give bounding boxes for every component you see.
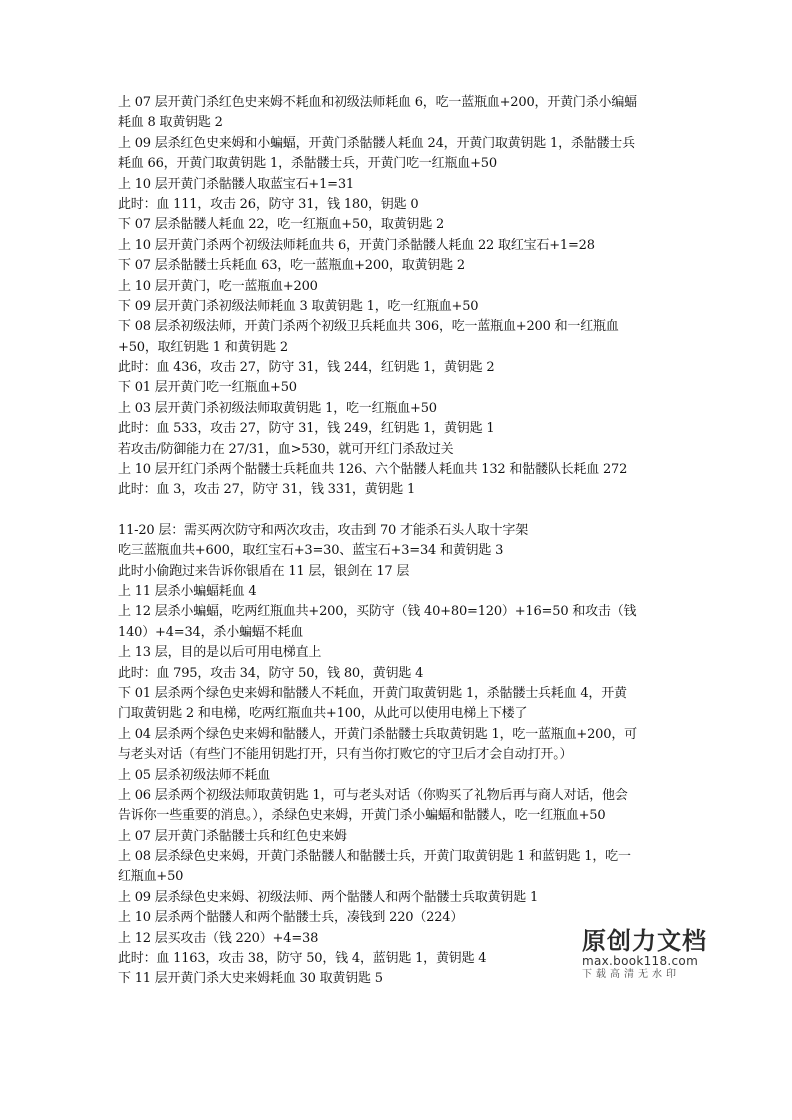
paragraph-gap — [118, 501, 678, 521]
text-line: 上 03 层开黄门杀初级法师取黄钥匙 1，吃一红瓶血+50 — [118, 400, 437, 416]
text-line: 上 10 层开黄门，吃一蓝瓶血+200 — [118, 278, 318, 294]
text-line: 上 12 层买攻击（钱 220）+4=38 — [118, 930, 319, 946]
text-line: 与老头对话（有些门不能用钥匙打开，只有当你打败它的守卫后才会自动打开。） — [118, 747, 573, 763]
text-line: 上 13 层，目的是以后可用电梯直上 — [118, 645, 322, 661]
text-line: 上 10 层开黄门杀骷髅人取蓝宝石+1=31 — [118, 176, 355, 192]
text-line: 下 07 层杀骷髅士兵耗血 63，吃一蓝瓶血+200，取黄钥匙 2 — [118, 258, 465, 274]
text-line: 下 07 层杀骷髅人耗血 22，吃一红瓶血+50，取黄钥匙 2 — [118, 217, 445, 233]
text-line: 上 09 层杀红色史来姆和小蝙蝠，开黄门杀骷髅人耗血 24，开黄门取黄钥匙 1，杀骷髅士兵 — [118, 135, 635, 151]
text-line: 上 09 层杀绿色史来姆、初级法师、两个骷髅人和两个骷髅士兵取黄钥匙 1 — [118, 889, 539, 905]
text-line: 此时：血 111，攻击 26，防守 31，钱 180，钥匙 0 — [118, 196, 419, 212]
text-line: 140）+4=34，杀小蝙蝠不耗血 — [118, 624, 304, 640]
watermark-url: max.book118.com — [582, 954, 699, 968]
text-line: 下 09 层开黄门杀初级法师耗血 3 取黄钥匙 1，吃一红瓶血+50 — [118, 298, 479, 314]
text-line: 上 06 层杀两个初级法师取黄钥匙 1，可与老头对话（你购买了礼物后再与商人对话，他会 — [118, 787, 628, 803]
text-line: 上 08 层杀绿色史来姆，开黄门杀骷髅人和骷髅士兵，开黄门取黄钥匙 1 和蓝钥匙 1，吃一 — [118, 849, 631, 865]
watermark-title: 原创力文档 — [582, 927, 707, 955]
text-line: 上 10 层开红门杀两个骷髅士兵耗血共 126、六个骷髅人耗血共 132 和骷髅队长耗血 272 — [118, 462, 628, 478]
text-line: 门取黄钥匙 2 和电梯，吃两红瓶血共+100，从此可以使用电梯上下楼了 — [118, 706, 528, 722]
text-line: +50，取红钥匙 1 和黄钥匙 2 — [118, 339, 288, 355]
text-line: 吃三蓝瓶血共+600，取红宝石+3=30、蓝宝石+3=34 和黄钥匙 3 — [118, 543, 504, 559]
text-line: 上 10 层开黄门杀两个初级法师耗血共 6，开黄门杀骷髅人耗血 22 取红宝石+1=28 — [118, 237, 595, 253]
text-line: 上 07 层开黄门杀骷髅士兵和红色史来姆 — [118, 828, 347, 844]
section-heading: 11-20 层：需买两次防守和两次攻击，攻击到 70 才能杀石头人取十字架 — [118, 522, 529, 538]
text-line: 上 04 层杀两个绿色史来姆和骷髅人，开黄门杀骷髅士兵取黄钥匙 1，吃一蓝瓶血+200，可 — [118, 726, 637, 742]
watermark-logo — [582, 928, 712, 982]
text-line: 耗血 8 取黄钥匙 2 — [118, 115, 223, 131]
text-line: 下 01 层杀两个绿色史来姆和骷髅人不耗血，开黄门取黄钥匙 1，杀骷髅士兵耗血 4，开黄 — [118, 685, 627, 701]
text-line: 下 11 层开黄门杀大史来姆耗血 30 取黄钥匙 5 — [118, 971, 383, 987]
watermark-subtitle: 下载高清无水印 — [582, 969, 680, 980]
text-line: 此时：血 1163，攻击 38，防守 50，钱 4，蓝钥匙 1，黄钥匙 4 — [118, 951, 487, 967]
text-line: 此时：血 533，攻击 27，防守 31，钱 249，红钥匙 1，黄钥匙 1 — [118, 421, 495, 437]
text-line: 上 10 层杀两个骷髅人和两个骷髅士兵，凑钱到 220（224） — [118, 910, 464, 926]
document-body — [118, 93, 678, 990]
text-line: 若攻击/防御能力在 27/31，血>530，就可开红门杀敌过关 — [118, 441, 454, 457]
text-line: 红瓶血+50 — [118, 869, 184, 885]
text-line: 上 11 层杀小蝙蝠耗血 4 — [118, 583, 257, 599]
text-line: 此时：血 3，攻击 27，防守 31，钱 331，黄钥匙 1 — [118, 482, 416, 498]
text-line: 上 07 层开黄门杀红色史来姆不耗血和初级法师耗血 6，吃一蓝瓶血+200，开黄门杀小编蝠 — [118, 95, 637, 110]
text-line: 上 05 层杀初级法师不耗血 — [118, 767, 271, 783]
text-line: 下 08 层杀初级法师，开黄门杀两个初级卫兵耗血共 306，吃一蓝瓶血+200 和一红瓶血 — [118, 319, 619, 335]
text-line: 告诉你一些重要的消息。），杀绿色史来姆，开黄门杀小蝙蝠和骷髅人，吃一红瓶血+50 — [118, 808, 606, 824]
text-line: 耗血 66，开黄门取黄钥匙 1，杀骷髅士兵，开黄门吃一红瓶血+50 — [118, 156, 497, 172]
text-line: 此时小偷跑过来告诉你银盾在 11 层，银剑在 17 层 — [118, 563, 410, 579]
text-line: 此时：血 436，攻击 27，防守 31，钱 244，红钥匙 1，黄钥匙 2 — [118, 360, 495, 376]
text-line: 上 12 层杀小蝙蝠，吃两红瓶血共+200，买防守（钱 40+80=120）+16=50 和攻击（钱 — [118, 604, 637, 620]
text-line: 此时：血 795，攻击 34，防守 50，钱 80，黄钥匙 4 — [118, 665, 424, 681]
text-line: 下 01 层开黄门吃一红瓶血+50 — [118, 380, 297, 396]
